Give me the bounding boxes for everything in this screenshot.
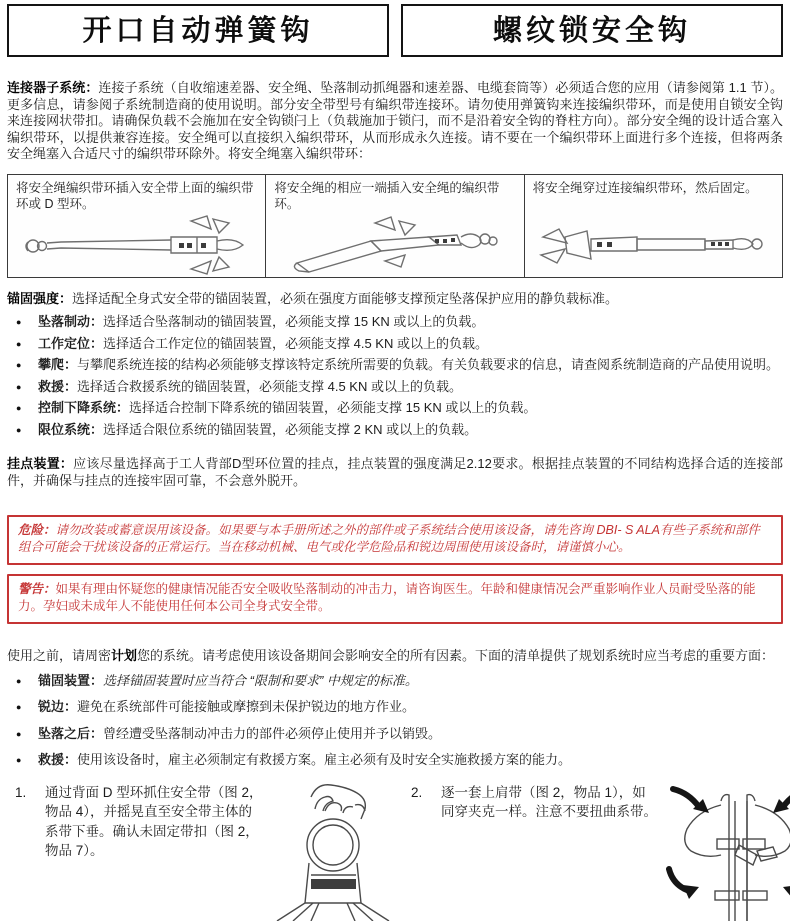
bullet-term: 限位系统： [38,421,104,437]
bullet-body: 选择适合工作定位的锚固装置，必须能支撑 4.5 KN 或以上的负载。 [103,335,488,351]
bullet-icon: ● [16,675,22,686]
planning-prefix: 使用之前，请周密 [7,648,112,663]
danger-label: 危险： [18,523,56,537]
bullet-controlled-descent [7,400,783,417]
danger-text: 请勿改装或蓄意误用该设备。如果要与本手册所述之外的部件或子系统结合使用该设备，请先咨询 DBI- S ALA有些子系统和部件组合可能会干扰该设备的正常运行。当在移动机械、电气或化学危险品和锐边周围使用该设备时，请谨慎小心。 [18,523,760,554]
planning-paragraph [7,648,783,665]
header-open-spring-hook: 开口自动弹簧钩 [7,4,389,57]
bullet-icon: ● [16,403,22,413]
bullet-rescue [7,379,783,396]
step-text: 通过背面 D 型环抓住安全带（图 2，物品 4），并摇晃直至安全带主体的系带下垂。确认未固定带扣（图 2，物品 7）。 [45,784,263,858]
attachment-point-paragraph [7,456,783,489]
bullet-body: 选择适合坠落制动的锚固装置，必须能支撑 15 KN 或以上的负载。 [103,314,485,329]
bullet-icon: ● [16,360,22,370]
donning-steps [7,783,783,921]
bullet-climbing [7,357,783,374]
bullet-fall-arrest [7,314,783,331]
warning-box [7,574,783,624]
donning-step-2 [403,783,790,921]
bullet-icon: ● [16,338,22,349]
warning-label: 警告： [18,582,56,596]
lanyard-threaded-loop-illustration [537,215,769,275]
attachment-point-term: 挂点装置： [7,456,74,471]
bullet-anchorage [7,673,783,690]
bullet-rescue-plan [7,752,783,769]
bullet-body: 选择适合限位系统的锚固装置，必须能支撑 2 KN 或以上的负载。 [103,421,478,437]
bullet-term: 攀爬： [38,357,78,372]
lanyard-folded-loop-illustration [279,215,511,275]
lanyard-connection-table [7,174,783,278]
bullet-body: 选择适合救援系统的锚固装置，必须能支撑 4.5 KN 或以上的负载。 [77,378,462,394]
bullet-body: 曾经遭受坠落制动冲击力的部件必须停止使用并予以销毁。 [103,725,442,741]
bullet-term: 救援： [38,752,78,767]
anchor-strength-text: 选择适配全身式安全带的锚固装置，必须在强度方面能够支撑预定坠落保护应用的静负载标准。 [72,290,619,306]
bullet-term: 工作定位： [38,335,104,351]
connector-term: 连接器子系统： [7,80,99,95]
anchor-strength-paragraph [7,291,783,308]
bullet-term: 控制下降系统： [38,400,130,415]
connector-text: 连接子系统（自收缩速差器、安全绳、坠落制动抓绳器和速差器、电缆套筒等）必须适合您的应用（请参阅第 1.1 节）。更多信息，请参阅子系统制造商的使用说明。部分安全带型号有编织带连接环。请勿使用弹簧钩来连接编织带环，而是使用自锁安全钩来连接网状带扣。请确保负载不会施加在安全钩锁闩上（负载施加于锁闩，而不是沿着安全钩的脊柱方向）。部分安全绳的设计适合塞入编织带环，以提供兼容连接。安全绳可以直接织入编织带环，从而形成永久连接。请不要在一个编织带环上面进行多个连接，但将两条安全绳塞入合适尺寸的编织带环除外。将安全绳塞入编织带环： [7,80,783,161]
anchor-strength-bullets [7,314,783,438]
bullet-after-fall [7,726,783,743]
step-number: 2. [411,784,423,800]
shoulder-straps-illustration [659,783,790,921]
bullet-term: 锐边： [38,699,78,714]
bullet-sharp-edges [7,699,783,716]
table-cell-2-text: 将安全绳的相应一端插入安全绳的编织带环。 [274,180,500,211]
donning-step-1 [7,783,403,921]
bullet-icon: ● [16,317,22,327]
step-text: 逐一套上肩带（图 2，物品 1），如同穿夹克一样。注意不要扭曲系带。 [441,784,657,819]
bullet-term: 锚固装置： [38,672,104,688]
bullet-term: 救援： [38,378,78,394]
header-screw-lock-hook: 螺纹锁安全钩 [401,4,783,57]
table-cell-2 [266,175,524,277]
table-cell-3 [525,175,782,277]
bullet-term: 坠落之后： [38,725,104,741]
bullet-body: 使用该设备时，雇主必须制定有救援方案。雇主必须有及时安全实施救援方案的能力。 [77,752,572,767]
bullet-icon: ● [16,702,22,712]
danger-box [7,515,783,565]
bullet-icon: ● [16,381,22,392]
table-cell-1 [8,175,266,277]
planning-bold: 计划 [111,648,138,663]
planning-bullets [7,673,783,769]
table-cell-1-text: 将安全绳编织带环插入安全带上面的编织带环或 D 型环。 [16,180,254,211]
bullet-work-positioning [7,336,783,353]
attachment-point-text: 应该尽量选择高于工人背部D型环位置的挂点，挂点装置的强度满足2.12要求。根据挂点装置的不同结构选择合适的连接部件，并确保与挂点的连接牢固可靠，不会意外脱开。 [7,456,783,488]
bullet-icon: ● [16,424,22,435]
planning-suffix: 您的系统。请考虑使用该设备期间会影响安全的所有因素。下面的清单提供了规划系统时应当考虑的重要方面： [137,648,775,663]
anchor-strength-term: 锚固强度： [7,290,73,306]
bullet-term: 坠落制动： [38,314,104,329]
bullet-body: 避免在系统部件可能接触或摩擦到未保护锐边的地方作业。 [77,699,416,714]
warning-text: 如果有理由怀疑您的健康情况能否安全吸收坠落制动的冲击力，请咨询医生。年龄和健康情况会严重影响作业人员耐受坠落的能力。孕妇或未成年人不能使用任何本公司全身式安全带。 [18,582,756,613]
hand-holding-d-ring-illustration [263,783,403,921]
bullet-body: 选择适合控制下降系统的锚固装置，必须能支撑 15 KN 或以上的负载。 [129,400,537,415]
bullet-icon: ● [16,728,22,739]
table-cell-3-text: 将安全绳穿过连接编织带环，然后固定。 [532,180,758,195]
hook-type-headers [7,4,783,57]
bullet-body: 与攀爬系统连接的结构必须能够支撑该特定系统所需要的负载。有关负载要求的信息，请查阅系统制造商的产品使用说明。 [77,357,780,372]
step-number: 1. [15,784,27,800]
lanyard-snap-hook-illustration [21,215,253,275]
bullet-body: 选择锚固装置时应当符合 “限制和要求” 中规定的标准。 [103,672,418,688]
connector-subsystem-paragraph [7,80,783,163]
bullet-icon: ● [16,755,22,765]
bullet-restraint-system [7,422,783,439]
